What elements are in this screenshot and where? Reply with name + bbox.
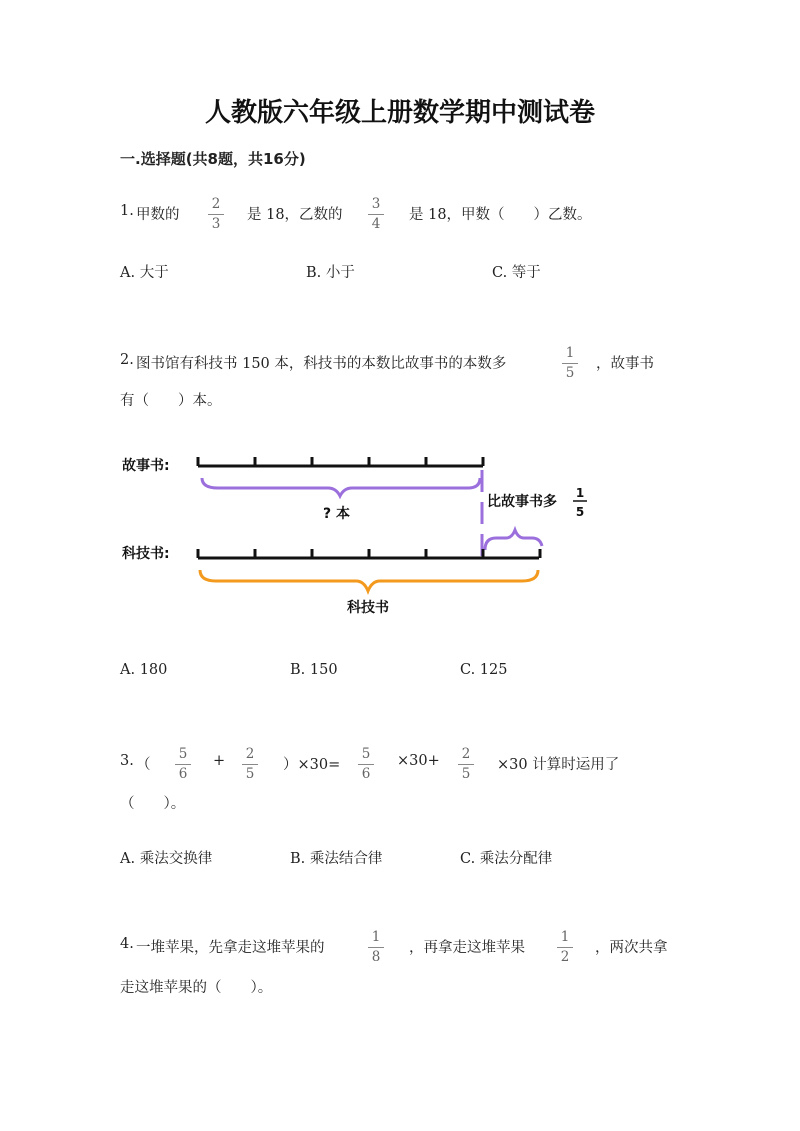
page-title: 人教版六年级上册数学期中测试卷 [204, 98, 595, 128]
q1-fraction-1-numerator: 2 [211, 196, 221, 212]
q3-text-2: ）×30= [283, 757, 341, 773]
q1-option-c[interactable]: C. 等于 [492, 265, 541, 281]
q2-text-2: ，故事书 [596, 356, 654, 372]
story-books-label: 故事书: [122, 458, 170, 474]
q4-fraction-2-denominator: 2 [560, 949, 570, 965]
q2-text-1: 图书馆有科技书 150 本，科技书的本数比故事书的本数多 [136, 356, 507, 372]
q3-fraction-1-denominator: 6 [178, 766, 188, 782]
q3-fraction-2 [242, 746, 258, 783]
difference-brace [485, 530, 542, 550]
q4-fraction-2-numerator: 1 [560, 929, 570, 945]
q3-text-1: （ [136, 757, 151, 773]
q1-text-3: 是 18，甲数（ ）乙数。 [409, 207, 592, 223]
q3-fraction-3-numerator: 5 [361, 746, 371, 762]
q3-text-5: （ ）。 [120, 796, 186, 812]
q3-fraction-2-numerator: 2 [245, 746, 255, 762]
more-than-label: 比故事书多 [487, 494, 557, 510]
section-heading: 一.选择题(共8题，共16分) [120, 150, 306, 168]
more-fraction-denominator: 5 [575, 505, 585, 519]
q3-fraction-1 [175, 746, 191, 783]
q4-fraction-2 [557, 929, 573, 966]
q2-option-a[interactable]: A. 180 [120, 662, 168, 678]
q3-option-a[interactable]: A. 乘法交换律 [120, 851, 213, 867]
q3-fraction-4-numerator: 2 [461, 746, 471, 762]
q3-fraction-2-denominator: 5 [245, 766, 255, 782]
q3-plus: + [213, 753, 226, 769]
q4-fraction-1 [368, 929, 384, 966]
q2-number: 2. [120, 352, 134, 368]
q3-text-4: ×30 计算时运用了 [497, 757, 620, 773]
q2-fraction [562, 345, 578, 382]
q1-fraction-2-denominator: 4 [371, 216, 381, 232]
q3-fraction-3-denominator: 6 [361, 766, 371, 782]
line-segment-diagram [118, 446, 598, 626]
q4-text-4: 走这堆苹果的（ ）。 [120, 980, 273, 996]
q2-option-c[interactable]: C. 125 [460, 662, 508, 678]
q4-fraction-1-numerator: 1 [371, 929, 381, 945]
q2-fraction-denominator: 5 [565, 365, 575, 381]
q1-fraction-2-numerator: 3 [371, 196, 381, 212]
q1-fraction-1 [208, 196, 224, 233]
unknown-books-label: ? 本 [323, 506, 350, 522]
tech-books-label: 科技书: [122, 546, 170, 562]
q2-fraction-numerator: 1 [565, 345, 575, 361]
q3-fraction-1-numerator: 5 [178, 746, 188, 762]
tech-books-brace [200, 570, 538, 591]
q4-text-1: 一堆苹果，先拿走这堆苹果的 [136, 940, 325, 956]
q1-option-b[interactable]: B. 小于 [306, 265, 355, 281]
q1-fraction-2 [368, 196, 384, 233]
q3-fraction-3 [358, 746, 374, 783]
q3-text-3: ×30+ [397, 753, 440, 769]
unknown-books-brace [202, 478, 480, 496]
q3-fraction-4-denominator: 5 [461, 766, 471, 782]
q3-option-b[interactable]: B. 乘法结合律 [290, 851, 383, 867]
q1-text-2: 是 18，乙数的 [247, 207, 343, 223]
q4-text-3: ，两次共拿 [595, 940, 668, 956]
tech-books-bottom-label: 科技书 [347, 600, 389, 616]
q2-option-b[interactable]: B. 150 [290, 662, 338, 678]
q3-fraction-4 [458, 746, 474, 783]
q1-text-1: 甲数的 [136, 207, 180, 223]
q3-number: 3. [120, 753, 134, 769]
q1-option-a[interactable]: A. 大于 [120, 265, 169, 281]
q4-number: 4. [120, 936, 134, 952]
q4-text-2: ，再拿走这堆苹果 [409, 940, 525, 956]
more-fraction-numerator: 1 [575, 486, 585, 500]
q4-fraction-1-denominator: 8 [371, 949, 381, 965]
q1-number: 1. [120, 203, 134, 219]
q2-text-3: 有（ ）本。 [120, 393, 222, 409]
q3-option-c[interactable]: C. 乘法分配律 [460, 851, 553, 867]
q1-fraction-1-denominator: 3 [211, 216, 221, 232]
